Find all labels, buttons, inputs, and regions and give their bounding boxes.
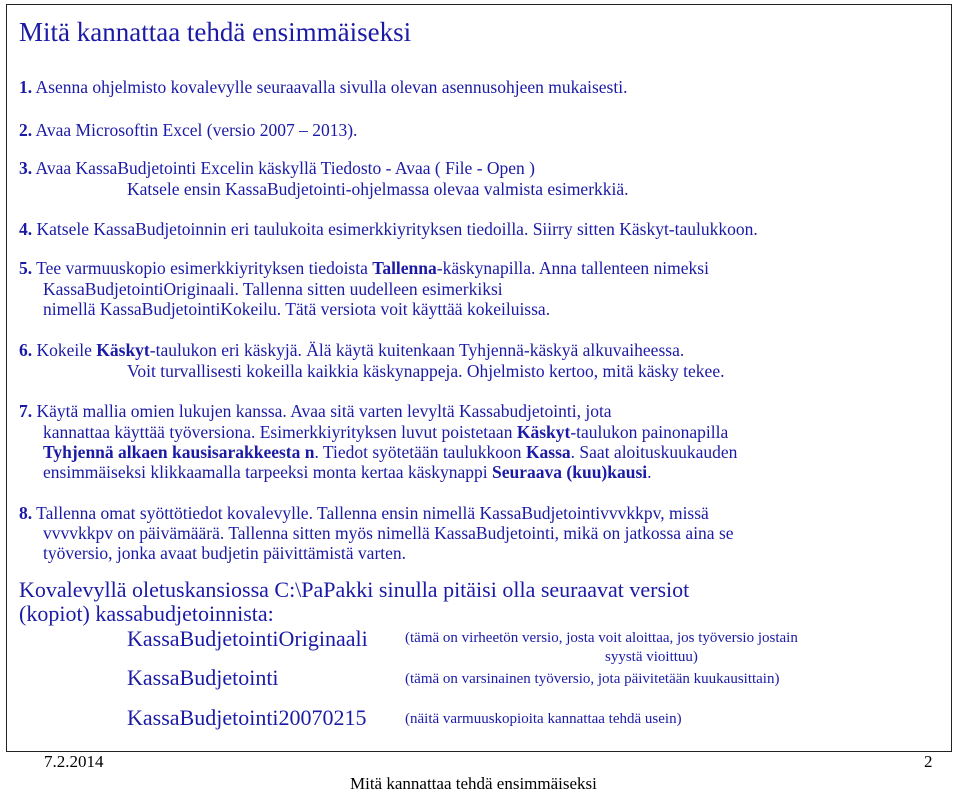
step-text: Avaa KassaBudjetointi Excelin käskyllä Tiedosto - Avaa ( File - Open ) — [32, 158, 536, 178]
step-text: kannattaa käyttää työversiona. Esimerkkiyrityksen luvut poistetaan — [43, 422, 517, 442]
step-text: -käskynapilla. Anna tallenteen nimeksi — [436, 258, 709, 278]
footer-date: 7.2.2014 — [44, 752, 104, 771]
kaskyt-ref: Käskyt — [516, 422, 571, 442]
step-7-line-4 — [43, 462, 652, 482]
kaskyt-ref: Käskyt — [96, 340, 150, 360]
step-number: 8. — [19, 503, 33, 523]
step-text: Asenna ohjelmisto kovalevylle seuraavalla sivulla olevan asennusohjeen mukaisesti. — [32, 77, 628, 97]
step-text: . — [647, 462, 652, 482]
step-text: Avaa Microsoftin Excel (versio 2007 – 2013). — [32, 120, 358, 140]
step-8-line-3: työversio, jonka avaat budjetin päivittämistä varten. — [43, 543, 407, 563]
step-7-line-2 — [43, 422, 728, 442]
step-text: . Saat aloituskuukauden — [570, 442, 738, 462]
step-text: -taulukon painonapilla — [570, 422, 729, 442]
versions-intro-line-1: Kovalevyllä oletuskansiossa C:\PaPakki sinulla pitäisi olla seuraavat versiot — [19, 577, 690, 602]
slide — [6, 4, 952, 752]
step-text: Tee varmuuskopio esimerkkiyrityksen tiedoista — [32, 258, 373, 278]
step-number: 4. — [19, 219, 33, 239]
step-number: 6. — [19, 340, 33, 360]
step-5-line-3: nimellä KassaBudjetointiKokeilu. Tätä versiota voit käyttää kokeiluissa. — [43, 299, 551, 319]
version-name: KassaBudjetointi20070215 — [127, 705, 367, 730]
version-note: (näitä varmuuskopioita kannattaa tehdä usein) — [405, 711, 682, 727]
step-text: . Tiedot syötetään taulukkoon — [314, 442, 526, 462]
versions-intro-line-2: (kopiot) kassabudjetoinnista: — [19, 601, 274, 626]
step-text: ensimmäiseksi klikkaamalla tarpeeksi monta kertaa käskynappi — [43, 462, 493, 482]
step-8 — [19, 503, 709, 523]
step-text: Käytä mallia omien lukujen kanssa. Avaa sitä varten levyltä Kassabudjetointi, jota — [32, 401, 612, 421]
version-note: (tämä on virheetön versio, josta voit aloittaa, jos työversio jostain — [405, 630, 798, 646]
step-text: -taulukon eri käskyjä. Älä käytä kuitenkaan Tyhjennä-käskyä alkuvaiheessa. — [149, 340, 685, 360]
step-number: 2. — [19, 120, 33, 140]
tyhjenna-button-ref: Tyhjennä alkaen kausisarakkeesta n — [43, 442, 315, 462]
step-number: 3. — [19, 158, 33, 178]
step-4 — [19, 219, 758, 239]
version-note: (tämä on varsinainen työversio, jota päivitetään kuukausittain) — [405, 671, 780, 687]
step-7 — [19, 401, 612, 421]
step-3 — [19, 158, 535, 178]
step-number: 1. — [19, 77, 33, 97]
step-3-line-2: Katsele ensin KassaBudjetointi-ohjelmassa olevaa valmista esimerkkiä. — [127, 179, 629, 199]
tallenna-button-ref: Tallenna — [372, 258, 437, 278]
step-5-line-2: KassaBudjetointiOriginaali. Tallenna sitten uudelleen esimerkiksi — [43, 279, 503, 299]
step-6-line-2: Voit turvallisesti kokeilla kaikkia käskynappeja. Ohjelmisto kertoo, mitä käsky tekee. — [127, 361, 725, 381]
kassa-sheet-ref: Kassa — [525, 442, 571, 462]
step-8-line-2: vvvvkkpv on päivämäärä. Tallenna sitten myös nimellä KassaBudjetointi, mikä on jatkossa aina se — [43, 523, 734, 543]
step-text: Kokeile — [32, 340, 97, 360]
step-number: 7. — [19, 401, 33, 421]
footer-title: Mitä kannattaa tehdä ensimmäiseksi — [350, 774, 597, 793]
step-5 — [19, 258, 709, 278]
version-note-line-2: syystä vioittuu) — [605, 649, 698, 665]
step-text: Tallenna omat syöttötiedot kovalevylle. Tallenna ensin nimellä KassaBudjetointivvvkkpv, missä — [32, 503, 709, 523]
step-1 — [19, 77, 627, 97]
version-name: KassaBudjetointiOriginaali — [127, 626, 368, 651]
step-text: Katsele KassaBudjetoinnin eri taulukoita esimerkkiyrityksen tiedoilla. Siirry sitten Käskyt-taulukkoon. — [32, 219, 758, 239]
seuraava-button-ref: Seuraava (kuu)kausi — [492, 462, 648, 482]
step-2 — [19, 120, 357, 140]
step-6 — [19, 340, 684, 360]
page-title: Mitä kannattaa tehdä ensimmäiseksi — [19, 17, 412, 47]
step-number: 5. — [19, 258, 33, 278]
step-7-line-3 — [43, 442, 737, 462]
version-name: KassaBudjetointi — [127, 665, 279, 690]
page-number: 2 — [924, 752, 933, 771]
